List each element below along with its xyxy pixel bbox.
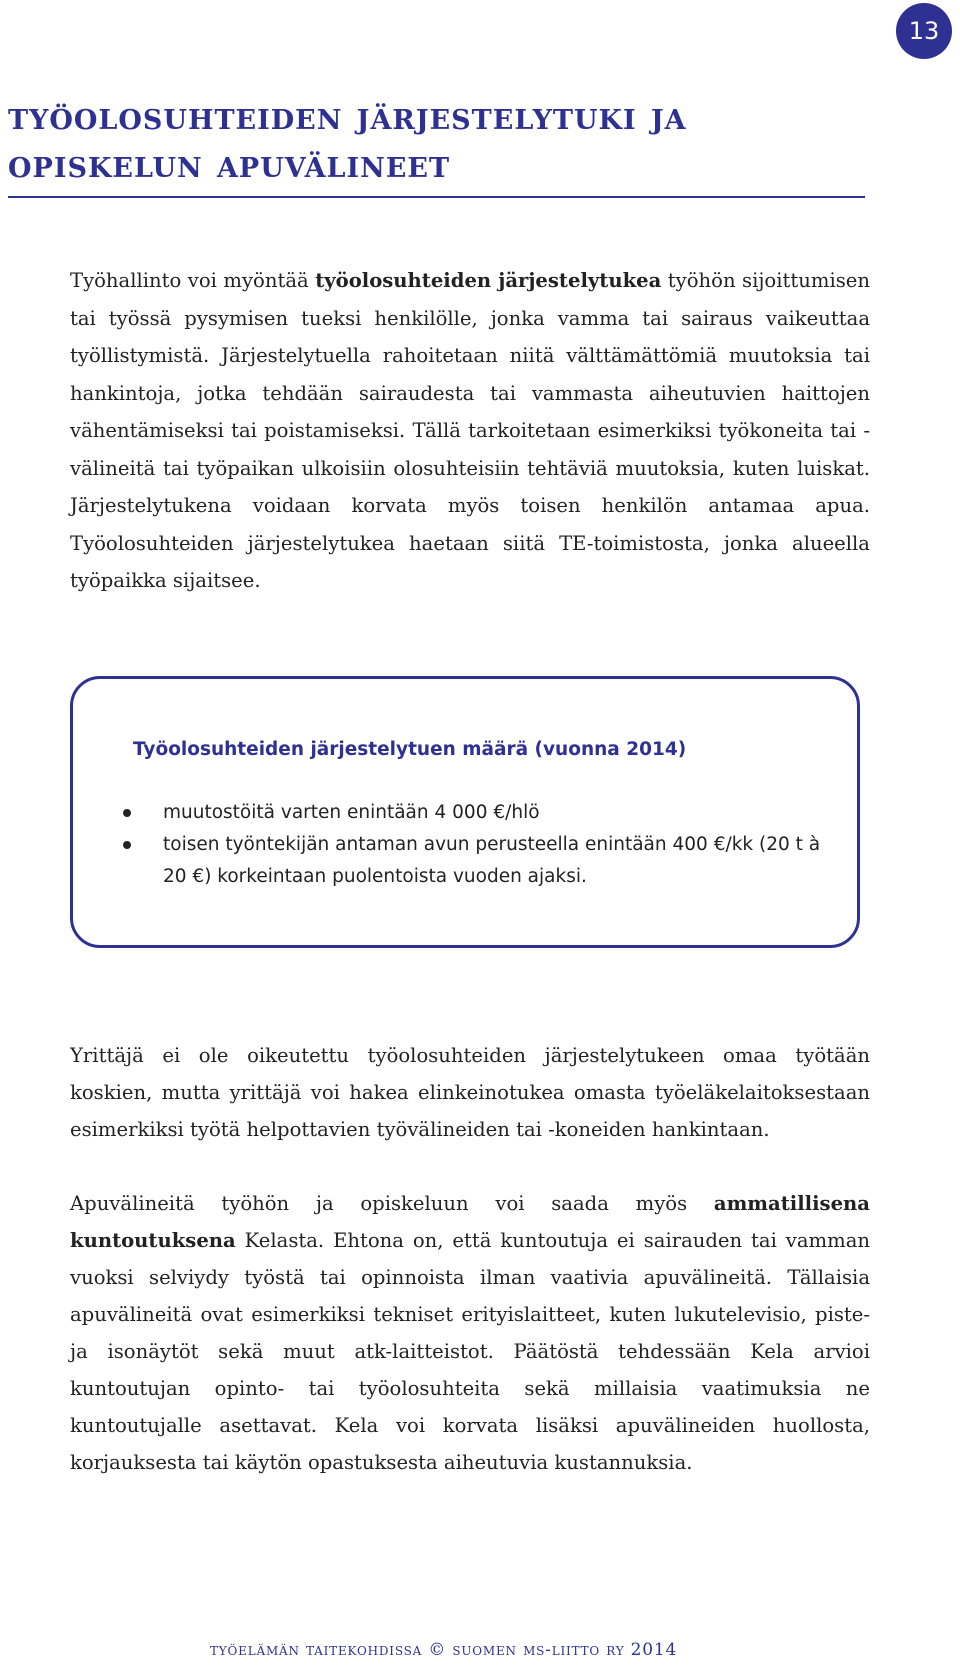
rehab-bold-term: ammatillisena kuntoutuksena	[70, 1192, 870, 1252]
page-number-badge: 13	[896, 3, 952, 59]
box-heading: Työolosuhteiden järjestelytuen määrä (vuonna 2014)	[133, 739, 687, 760]
intro-text-after: työhön sijoittumisen tai työssä pysymisen tueksi henkilölle, jonka vamma tai sairaus vaikeuttaa työllistymistä. Järjestelytuella rahoitetaan niitä välttämättömiä muutoksia tai hankintoja, jotka tehdään sairaudesta tai vammasta aiheutuvien haittojen vähentämiseksi tai poistamiseksi. Tällä tarkoitetaan esimerkiksi työkoneita tai -välineitä tai työpaikan ulkoisiin olosuhteisiin tehtäviä muutoksia, kuten luiskat. Järjestelytukena voidaan korvata myös toisen henkilön antamaa apua. Työolosuhteiden järjestelytukea haetaan siitä TE-toimistosta, jonka alueella työpaikka sijaitsee.	[70, 269, 870, 592]
list-item	[123, 829, 823, 893]
intro-bold-term: työolosuhteiden järjestelytukea	[315, 269, 662, 292]
title-line-1: työolosuhteiden järjestelytuki ja	[8, 93, 687, 138]
page-footer: työelämän taitekohdissa © suomen ms-liitto ry 2014	[210, 1640, 678, 1660]
bullet-icon	[123, 841, 131, 849]
intro-text-before: Työhallinto voi myöntää	[70, 269, 316, 292]
rehab-text-after: Kelasta. Ehtona on, että kuntoutuja ei sairauden tai vamman vuoksi selviydy työstä tai opinnoista ilman vaativia apuvälineitä. Tällaisia apuvälineitä ovat esimerkiksi tekniset erityislaitteet, kuten lukutelevisio, piste- ja isonäytöt sekä muut atk-laitteistot. Päätöstä tehdessään Kela arvioi kuntoutujan opinto- tai työolosuhteita sekä millaisia vaatimuksia ne kuntoutujalle asettavat. Kela voi korvata lisäksi apuvälineiden huollosta, korjauksesta tai käytön opastuksesta aiheutuvia kustannuksia.	[70, 1229, 870, 1474]
box-list	[123, 797, 823, 893]
list-item-text: toisen työntekijän antaman avun perusteella enintään 400 €/kk (20 t à 20 €) korkeintaan puolentoista vuoden ajaksi.	[163, 834, 821, 887]
entrepreneur-text: Yrittäjä ei ole oikeutettu työolosuhteiden järjestelytukeen omaa työtään koskien, mutta yrittäjä voi hakea elinkeinotukea omasta työeläkelaitoksestaan esimerkiksi työtä helpottavien työvälineiden tai -koneiden hankintaan.	[70, 1044, 870, 1141]
list-item-text: muutostöitä varten enintään 4 000 €/hlö	[163, 802, 540, 823]
list-item	[123, 797, 823, 829]
page-title	[8, 92, 868, 188]
rehabilitation-paragraph	[70, 1185, 870, 1481]
bullet-icon	[123, 809, 131, 817]
title-line-2: opiskelun apuvälineet	[8, 141, 451, 186]
title-divider	[8, 196, 865, 198]
support-amount-box	[70, 676, 860, 948]
rehab-text-before: Apuvälineitä työhön ja opiskeluun voi saada myös	[70, 1192, 714, 1215]
intro-paragraph	[70, 262, 870, 600]
entrepreneur-paragraph	[70, 1037, 870, 1148]
